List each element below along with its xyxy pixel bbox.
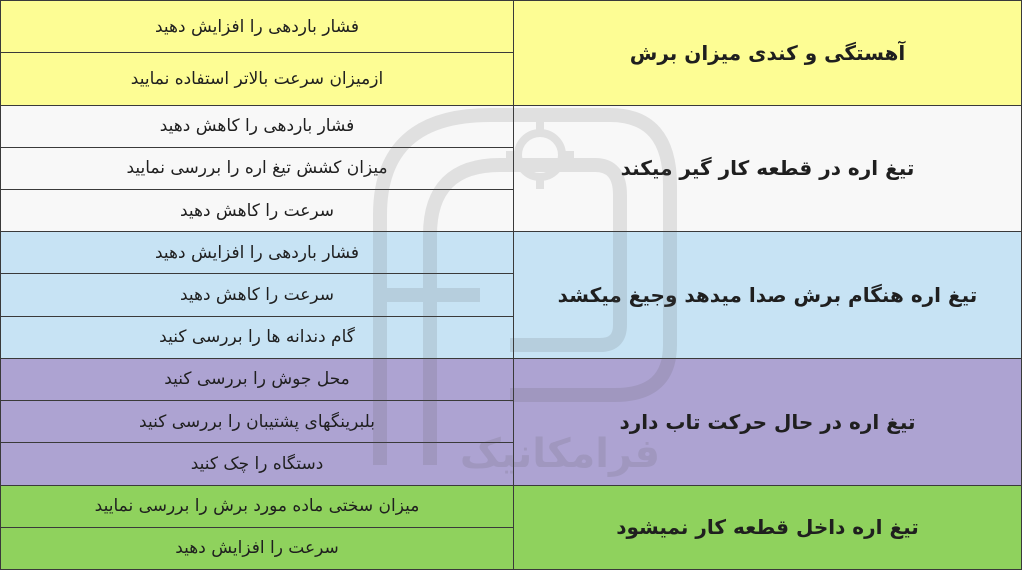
solution-cell: میزان سختی ماده مورد برش را بررسی نمایید [1, 485, 514, 527]
solution-cell: دستگاه را چک کنید [1, 443, 514, 485]
table-row [1, 232, 1022, 274]
solution-cell: سرعت را کاهش دهید [1, 274, 514, 316]
table-row [1, 1, 1022, 53]
solution-cell: فشار باردهی را کاهش دهید [1, 105, 514, 147]
solution-cell: فشار باردهی را افزایش دهید [1, 232, 514, 274]
solution-cell: گام دندانه ها را بررسی کنید [1, 316, 514, 358]
table-row [1, 105, 1022, 147]
table-row [1, 358, 1022, 400]
solution-cell: فشار باردهی را افزایش دهید [1, 1, 514, 53]
solution-cell: میزان کشش تیغ اره را بررسی نمایید [1, 147, 514, 189]
problem-cell: تیغ اره داخل قطعه کار نمیشود [514, 485, 1022, 570]
problem-cell: تیغ اره هنگام برش صدا میدهد وجیغ میکشد [514, 232, 1022, 359]
problem-cell: تیغ اره در حال حرکت تاب دارد [514, 358, 1022, 485]
problem-cell: آهستگی و کندی میزان برش [514, 1, 1022, 106]
solution-cell: بلبرینگهای پشتیبان را بررسی کنید [1, 401, 514, 443]
solution-cell: ازمیزان سرعت بالاتر استفاده نمایید [1, 53, 514, 105]
table-row [1, 485, 1022, 527]
solution-cell: سرعت را افزایش دهید [1, 527, 514, 569]
problem-cell: تیغ اره در قطعه کار گیر میکند [514, 105, 1022, 232]
solution-cell: سرعت را کاهش دهید [1, 189, 514, 231]
solution-cell: محل جوش را بررسی کنید [1, 358, 514, 400]
